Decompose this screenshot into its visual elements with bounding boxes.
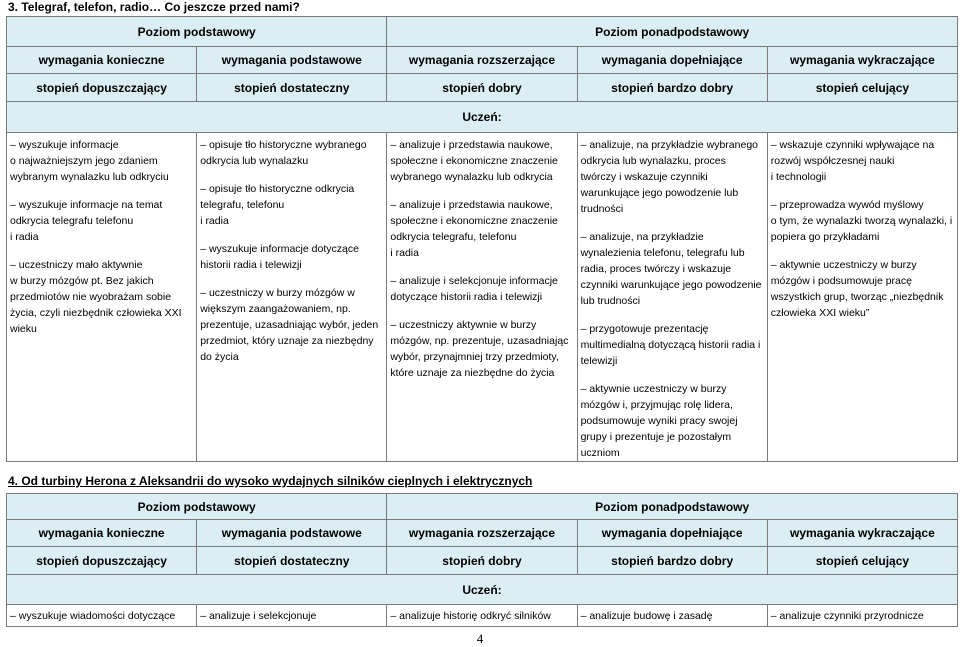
- column-cell: [767, 605, 957, 627]
- list-item: – wyszukuje informacje o najważniejszym jego zdaniem wybranym wynalazku lub odkryciu: [10, 139, 169, 183]
- column-cell: [767, 133, 957, 462]
- requirement-header: wymagania konieczne: [7, 520, 197, 547]
- list-item: – analizuje czynniki przyrodnicze: [770, 610, 924, 622]
- requirement-header: wymagania dopełniające: [577, 47, 767, 74]
- list-item: – analizuje, na przykładzie wynalezienia telefonu, telegrafu lub radia, proces twórczy i wskazuje czynniki warunkujące jego powodzenie lub trudności: [580, 231, 762, 307]
- grade-header: stopień dopuszczający: [7, 547, 197, 575]
- column-cell: [197, 605, 387, 627]
- list-item: – analizuje i selekcjonuje: [200, 610, 317, 622]
- list-item: – wyszukuje informacje dotyczące historii radia i telewizji: [200, 243, 359, 271]
- section-4-title: 4. Od turbiny Herona z Aleksandrii do wysoko wydajnych silników cieplnych i elektrycznych: [8, 474, 533, 488]
- grade-header: stopień dobry: [387, 547, 577, 575]
- requirement-header: wymagania wykraczające: [767, 47, 957, 74]
- list-item: – analizuje i selekcjonuje informacje dotyczące historii radia i telewizji: [390, 275, 558, 303]
- requirements-table-section-4: [6, 493, 958, 627]
- section-3-title: 3. Telegraf, telefon, radio… Co jeszcze przed nami?: [8, 0, 300, 14]
- student-label: Uczeń:: [7, 575, 958, 605]
- requirement-header: wymagania konieczne: [7, 47, 197, 74]
- list-item: – aktywnie uczestniczy w burzy mózgów i, przyjmując rolę lidera, podsumowuje wyniki pracy swojej grupy i prezentuje je pozostałym uczniom: [580, 383, 738, 459]
- list-item: – opisuje tło historyczne odkrycia telegrafu, telefonu i radia: [200, 183, 355, 227]
- list-item: – wyszukuje wiadomości dotyczące: [10, 610, 176, 622]
- grade-header: stopień bardzo dobry: [577, 74, 767, 102]
- student-label: Uczeń:: [7, 102, 958, 133]
- requirement-header: wymagania rozszerzające: [387, 520, 577, 547]
- requirement-header: wymagania dopełniające: [577, 520, 767, 547]
- column-cell: [7, 133, 197, 462]
- list-item: – wyszukuje informacje na temat odkrycia telegrafu telefonu i radia: [10, 199, 163, 243]
- column-cell: [577, 605, 767, 627]
- list-item: – analizuje budowę i zasadę: [580, 610, 713, 622]
- list-item: – analizuje, na przykładzie wybranego odkrycia lub wynalazku, proces twórczy i wskazuje czynniki warunkujące jego powodzenie lub trudności: [580, 139, 759, 215]
- list-item: – uczestniczy w burzy mózgów w większym zaangażowaniem, np. prezentuje, uzasadniając wybór, jeden przedmiot, który uznaje za niezbędny do życia: [200, 287, 379, 363]
- grade-header: stopień dobry: [387, 74, 577, 102]
- column-cell: [387, 133, 577, 462]
- grade-header: stopień celujący: [767, 74, 957, 102]
- list-item: – aktywnie uczestniczy w burzy mózgów i podsumowuje pracę wszystkich grup, tworząc „niezbędnik człowieka XXI wieku”: [770, 259, 944, 319]
- level-advanced-header: Poziom ponadpodstawowy: [387, 494, 958, 520]
- grade-header: stopień bardzo dobry: [577, 547, 767, 575]
- grade-header: stopień celujący: [767, 547, 957, 575]
- list-item: – analizuje historię odkryć silników: [390, 610, 551, 622]
- grade-header: stopień dostateczny: [197, 547, 387, 575]
- grade-header: stopień dopuszczający: [7, 74, 197, 102]
- column-cell: [577, 133, 767, 462]
- column-cell: [7, 605, 197, 627]
- list-item: – wskazuje czynniki wpływające na rozwój współczesnej nauki i technologii: [770, 139, 935, 183]
- column-cell: [197, 133, 387, 462]
- grade-header: stopień dostateczny: [197, 74, 387, 102]
- requirement-header: wymagania wykraczające: [767, 520, 957, 547]
- requirement-header: wymagania rozszerzające: [387, 47, 577, 74]
- list-item: – analizuje i przedstawia naukowe, społeczne i ekonomiczne znaczenie wybranego wynalazku lub odkrycia: [390, 139, 558, 183]
- requirement-header: wymagania podstawowe: [197, 47, 387, 74]
- level-basic-header: Poziom podstawowy: [7, 494, 387, 520]
- list-item: – uczestniczy aktywnie w burzy mózgów, np. prezentuje, uzasadniając wybór, przynajmniej trzy przedmioty, które uznaje za niezbędne do życia: [390, 319, 569, 379]
- list-item: – opisuje tło historyczne wybranego odkrycia lub wynalazku: [200, 139, 367, 167]
- list-item: – analizuje i przedstawia naukowe, społeczne i ekonomiczne znaczenie odkrycia telegrafu, telefonu i radia: [390, 199, 558, 259]
- level-basic-header: Poziom podstawowy: [7, 17, 387, 47]
- column-cell: [387, 605, 577, 627]
- requirement-header: wymagania podstawowe: [197, 520, 387, 547]
- requirements-table-section-3: [6, 16, 958, 462]
- list-item: – przygotowuje prezentację multimedialną dotyczącą historii radia i telewizji: [580, 323, 761, 367]
- list-item: – uczestniczy mało aktywnie w burzy mózgów pt. Bez jakich przedmiotów nie wyobrażam sobie życia, czyli niezbędnik człowieka XXI wieku: [10, 259, 182, 335]
- list-item: – przeprowadza wywód myślowy o tym, że wynalazki tworzą wynalazki, i popiera go przykładami: [770, 199, 953, 243]
- page-number: 4: [476, 631, 484, 646]
- level-advanced-header: Poziom ponadpodstawowy: [387, 17, 958, 47]
